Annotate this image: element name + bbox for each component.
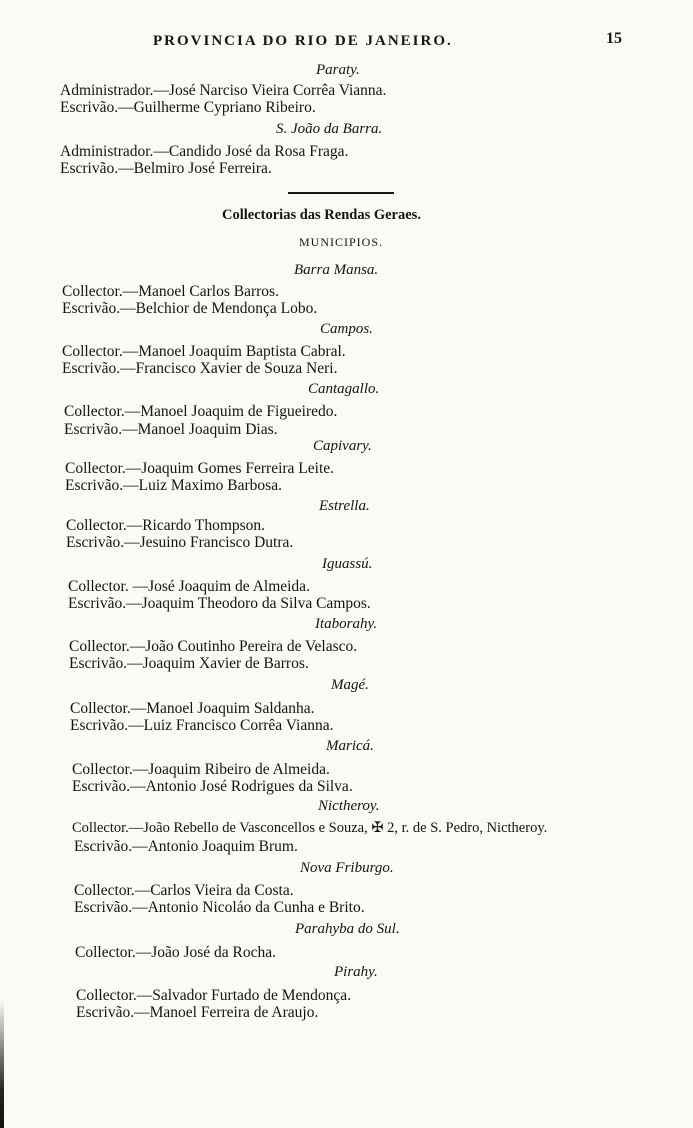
place-municipio: Iguassú. — [322, 556, 373, 572]
place-municipio: Campos. — [320, 321, 373, 337]
collector-line: Collector.—Salvador Furtado de Mendonça. — [76, 987, 352, 1004]
collector-line: Collector.—Manoel Joaquim de Figueiredo. — [64, 403, 338, 420]
escrivao-paraty: Escrivão.—Guilherme Cypriano Ribeiro. — [60, 99, 316, 116]
running-header: PROVINCIA DO RIO DE JANEIRO. — [153, 33, 453, 49]
place-municipio: Estrella. — [319, 498, 370, 514]
escrivao-sao-joao: Escrivão.—Belmiro José Ferreira. — [60, 160, 272, 177]
section-divider — [288, 192, 394, 194]
place-municipio: Capivary. — [313, 438, 372, 454]
administrador-sao-joao: Administrador.—Candido José da Rosa Fraga. — [60, 143, 349, 160]
collector-line: Collector.—Manoel Carlos Barros. — [62, 283, 279, 300]
place-municipio: Pirahy. — [334, 964, 378, 980]
escrivao-line: Escrivão.—Luiz Maximo Barbosa. — [65, 477, 282, 494]
place-municipio: Itaborahy. — [315, 616, 378, 632]
section-title: Collectorias das Rendas Geraes. — [222, 207, 421, 223]
escrivao-line: Escrivão.—Belchior de Mendonça Lobo. — [62, 300, 318, 317]
place-municipio: Parahyba do Sul. — [295, 921, 400, 937]
collector-line: Collector.—Joaquim Gomes Ferreira Leite. — [65, 460, 335, 477]
escrivao-line: Escrivão.—Antonio José Rodrigues da Silva. — [72, 778, 353, 795]
binding-shadow — [0, 1000, 4, 1128]
place-municipio: Magé. — [331, 677, 369, 693]
collector-line: Collector.—Manoel Joaquim Baptista Cabral. — [62, 343, 346, 360]
page-number: 15 — [606, 30, 622, 47]
escrivao-line: Escrivão.—Joaquim Theodoro da Silva Campos. — [68, 595, 371, 612]
collector-line: Collector. —José Joaquim de Almeida. — [68, 578, 310, 595]
escrivao-line: Escrivão.—Joaquim Xavier de Barros. — [69, 655, 309, 672]
section-subtitle: MUNICIPIOS. — [299, 235, 384, 249]
place-municipio: Maricá. — [326, 738, 374, 754]
collector-line: Collector.—Manoel Joaquim Saldanha. — [70, 700, 315, 717]
place-municipio: Barra Mansa. — [294, 262, 379, 278]
collector-line: Collector.—Ricardo Thompson. — [66, 517, 266, 534]
escrivao-line: Escrivão.—Manoel Ferreira de Araujo. — [76, 1004, 319, 1021]
collector-line: Collector.—João Rebello de Vasconcellos e Souza, ✠ 2, r. de S. Pedro, Nictheroy. — [72, 820, 548, 836]
escrivao-line: Escrivão.—Antonio Joaquim Brum. — [74, 838, 298, 855]
collector-line: Collector.—Joaquim Ribeiro de Almeida. — [72, 761, 330, 778]
collector-line: Collector.—João Coutinho Pereira de Velasco. — [69, 638, 358, 655]
escrivao-line: Escrivão.—Antonio Nicoláo da Cunha e Brito. — [74, 899, 365, 916]
place-municipio: Cantagallo. — [308, 381, 380, 397]
escrivao-line: Escrivão.—Manoel Joaquim Dias. — [64, 421, 278, 438]
collector-line: Collector.—Carlos Vieira da Costa. — [74, 882, 294, 899]
escrivao-line: Escrivão.—Jesuino Francisco Dutra. — [66, 534, 294, 551]
place-paraty: Paraty. — [316, 62, 360, 78]
place-sao-joao-da-barra: S. João da Barra. — [276, 121, 383, 137]
escrivao-line: Escrivão.—Francisco Xavier de Souza Neri. — [62, 360, 338, 377]
escrivao-line: Escrivão.—Luiz Francisco Corrêa Vianna. — [70, 717, 334, 734]
place-municipio: Nova Friburgo. — [300, 860, 394, 876]
place-municipio: Nictheroy. — [318, 798, 380, 814]
collector-line: Collector.—João José da Rocha. — [75, 944, 277, 961]
administrador-paraty: Administrador.—José Narciso Vieira Corrêa Vianna. — [60, 82, 387, 99]
